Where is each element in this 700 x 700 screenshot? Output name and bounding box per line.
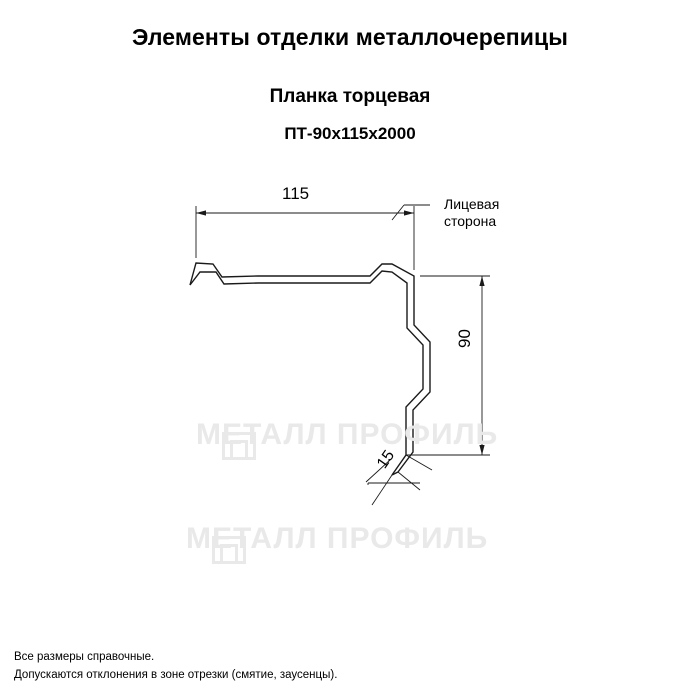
watermark-logo-1 [222, 432, 256, 460]
footnote-line-2: Допускаются отклонения в зоне отрезки (смятие, заусенцы). [14, 669, 338, 681]
face-side-annotation [444, 196, 499, 230]
technical-drawing [0, 160, 700, 555]
watermark-text-2: МЕТАЛЛ ПРОФИЛЬ [186, 522, 489, 555]
product-code: ПТ-90х115х2000 [284, 124, 416, 143]
watermark-logo-2 [212, 536, 246, 564]
drawing-svg [0, 160, 700, 540]
footnotes [14, 648, 337, 684]
dimension-label-width: 115 [282, 184, 310, 203]
product-name: Планка торцевая [269, 86, 431, 107]
page-title: Элементы отделки металлочерепицы [131, 24, 568, 50]
dimension-label-flange: 15 [374, 447, 399, 472]
footnote-line-1: Все размеры справочные. [14, 651, 155, 663]
face-side-line2: сторона [444, 213, 497, 229]
dimension-label-height: 90 [455, 329, 474, 348]
face-side-line1: Лицевая [444, 196, 500, 212]
watermark-text-1: МЕТАЛЛ ПРОФИЛЬ [196, 418, 499, 451]
